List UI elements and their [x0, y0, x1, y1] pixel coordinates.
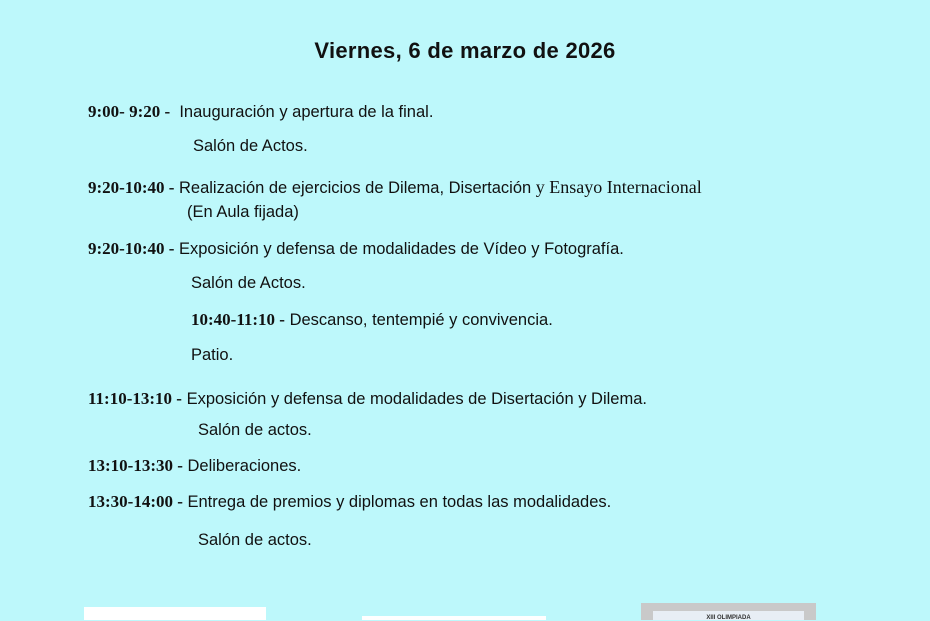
- poster-caption: XIII OLIMPIADA: [706, 615, 751, 621]
- schedule-item-disertacion-dilema: [88, 389, 647, 409]
- schedule-item-ejercicios: [88, 177, 702, 198]
- schedule-item-inauguracion: [88, 102, 433, 122]
- time-label: 13:10-13:30 -: [88, 456, 183, 475]
- event-text: Exposición y defensa de modalidades de Vídeo y Fotografía.: [179, 240, 624, 258]
- sponsor-logo-2: [362, 616, 546, 620]
- olimpiada-poster-logo: [641, 603, 816, 620]
- event-text-cont: , Disertación: [439, 179, 536, 197]
- event-text: Deliberaciones.: [187, 457, 302, 475]
- schedule-item-video-fotografia: [88, 239, 624, 259]
- time-label: 11:10-13:10 -: [88, 389, 182, 408]
- schedule-item-deliberaciones: [88, 456, 301, 476]
- schedule-item-descanso: [191, 310, 553, 330]
- time-label: 9:20-10:40 -: [88, 239, 175, 258]
- event-text: Exposición y defensa de modalidades de Disertación y Dilema.: [186, 390, 647, 408]
- sponsor-logo-1: [84, 607, 266, 620]
- time-label: 9:00- 9:20 -: [88, 102, 171, 121]
- event-location: Patio.: [191, 346, 234, 364]
- event-text-serif: y Ensayo Internacional: [535, 177, 702, 197]
- event-location: Salón de Actos.: [193, 137, 308, 155]
- schedule-item-entrega-premios: [88, 492, 611, 512]
- event-text: Inauguración y apertura de la final.: [179, 103, 434, 121]
- time-label: 10:40-11:10 -: [191, 310, 285, 329]
- event-text: Descanso, tentempié y convivencia.: [289, 311, 553, 329]
- page-title: Viernes, 6 de marzo de 2026: [314, 38, 616, 63]
- time-label: 9:20-10:40 -: [88, 178, 175, 197]
- event-location: Salón de Actos.: [191, 274, 306, 292]
- event-location: (En Aula fijada): [187, 203, 299, 221]
- time-label: 13:30-14:00 -: [88, 492, 183, 511]
- event-text: Entrega de premios y diplomas en todas las modalidades.: [187, 493, 612, 511]
- event-location: Salón de actos.: [198, 421, 312, 439]
- event-text: Realización de ejercicios de Dilema: [179, 179, 440, 197]
- event-location: Salón de actos.: [198, 531, 312, 549]
